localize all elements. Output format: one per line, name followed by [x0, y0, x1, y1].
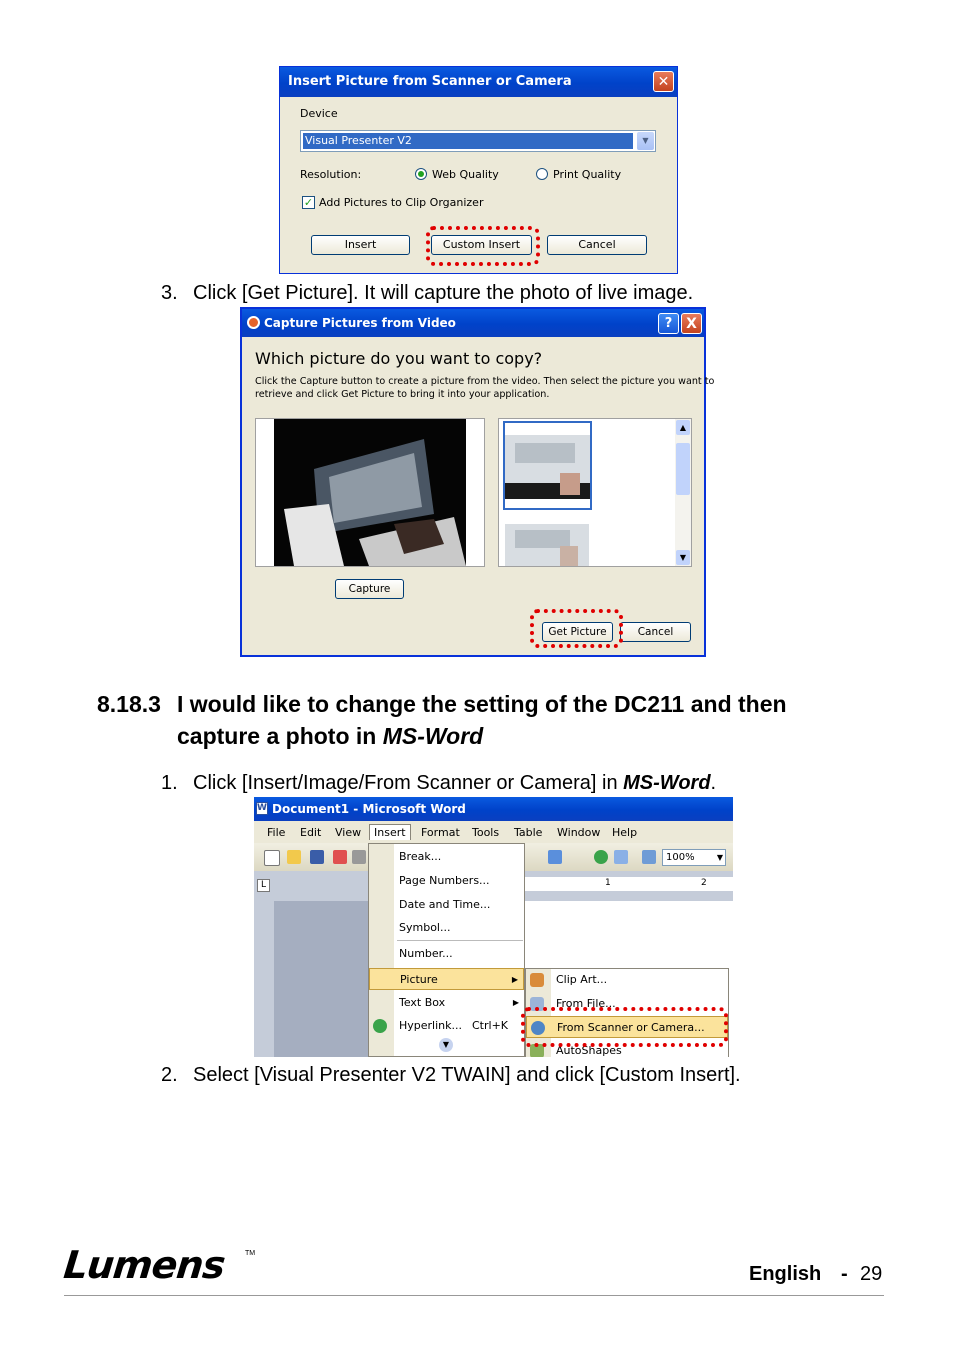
menu-item-number[interactable]: Number... [399, 947, 453, 960]
menu-window[interactable]: Window [557, 826, 601, 839]
permission-icon[interactable] [333, 850, 347, 864]
menu-edit[interactable]: Edit [300, 826, 322, 839]
highlight-from-scanner [521, 1007, 728, 1047]
web-quality-radio[interactable] [415, 168, 427, 180]
zoom-select[interactable] [662, 849, 726, 866]
menu-item-hyperlink[interactable]: Hyperlink... Ctrl+K [369, 1015, 524, 1037]
capture-pictures-dialog [240, 307, 715, 657]
menu-item-break[interactable]: Break... [399, 850, 442, 863]
hyperlink-shortcut: Ctrl+K [472, 1019, 509, 1032]
new-document-icon[interactable] [264, 850, 280, 866]
menu-item-symbol[interactable]: Symbol... [399, 921, 451, 934]
submenu-arrow-icon: ▶ [511, 975, 518, 984]
menu-file[interactable]: File [267, 826, 286, 839]
section-title-app: MS-Word [382, 723, 484, 749]
submenu-item-clip-art[interactable]: Clip Art... [526, 969, 728, 991]
section-title-line-1: I would like to change the setting of the DC211 and then [177, 691, 787, 717]
submenu-item-autoshapes[interactable]: AutoShapes [526, 1040, 728, 1057]
trademark: TM [245, 1250, 256, 1257]
device-label: Device [300, 107, 338, 120]
menu-table[interactable]: Table [514, 826, 543, 839]
thumbnail-selected[interactable] [503, 421, 592, 510]
clip-organizer-label: Add Pictures to Clip Organizer [319, 196, 484, 209]
instructions-line-2: retrieve and click Get Picture to bring it into your application. [255, 389, 550, 400]
submenu-item-from-scanner[interactable]: From Scanner or Camera... [526, 1016, 728, 1038]
device-value: Visual Presenter V2 [303, 133, 633, 149]
menu-item-page-numbers[interactable]: Page Numbers... [399, 874, 490, 887]
step-1-number: 1. [161, 772, 178, 794]
vertical-ruler [254, 901, 274, 1057]
scroll-up-icon[interactable]: ▲ [676, 420, 690, 435]
instructions-line-1: Click the Capture button to create a picture from the video. Then select the picture you want to [255, 376, 715, 387]
resolution-label: Resolution: [300, 168, 362, 181]
get-picture-button[interactable]: Get Picture [542, 622, 613, 642]
highlight-get-picture [530, 609, 623, 648]
expand-menu-icon[interactable]: ▼ [439, 1038, 453, 1052]
highlight-custom-insert [426, 226, 540, 266]
dialog-title: Insert Picture from Scanner or Camera [280, 67, 677, 97]
zoom-value: 100% [666, 852, 695, 863]
menu-insert[interactable]: Insert [369, 824, 411, 840]
section-number: 8.18.3 [97, 691, 161, 717]
clip-art-icon [530, 973, 544, 987]
step-2-number: 2. [161, 1064, 178, 1086]
footer-separator: - [841, 1263, 848, 1285]
menu-format[interactable]: Format [421, 826, 460, 839]
thumbnail-image [505, 423, 590, 508]
thumbnail-2[interactable] [505, 524, 589, 566]
step-2-text: Select [Visual Presenter V2 TWAIN] and click [Custom Insert]. [193, 1064, 741, 1086]
lumens-logo: Lumens [61, 1243, 227, 1287]
save-icon[interactable] [310, 850, 324, 864]
table-icon[interactable] [614, 850, 628, 864]
dialog-question: Which picture do you want to copy? [255, 349, 543, 368]
cancel-button[interactable]: Cancel [620, 622, 691, 642]
word-app-icon: W [257, 803, 267, 813]
submenu-item-from-file[interactable]: From File... [526, 993, 728, 1015]
thumbnail-list[interactable] [498, 418, 692, 567]
chevron-down-icon[interactable]: ▼ [716, 853, 723, 862]
insert-menu [368, 843, 525, 1057]
footer-language: English [749, 1263, 822, 1285]
print-quality-label: Print Quality [553, 168, 622, 181]
hyperlink-icon[interactable] [594, 850, 608, 864]
device-select[interactable] [300, 130, 656, 152]
close-icon[interactable]: ✕ [653, 71, 674, 92]
insert-button[interactable]: Insert [311, 235, 410, 255]
scrollbar[interactable] [675, 419, 691, 566]
page-number: 29 [860, 1263, 883, 1285]
document-margin [274, 901, 374, 1057]
horizontal-ruler: 1 2 [525, 877, 733, 891]
custom-insert-button[interactable]: Custom Insert [431, 235, 532, 255]
footer-divider [64, 1295, 884, 1296]
video-preview-frame [255, 418, 485, 567]
step-3-text: Click [Get Picture]. It will capture the photo of live image. [193, 282, 694, 304]
scroll-down-icon[interactable]: ▼ [676, 550, 690, 565]
capture-button[interactable]: Capture [335, 579, 404, 599]
menu-help[interactable]: Help [612, 826, 638, 839]
menu-tools[interactable]: Tools [472, 826, 500, 839]
dialog-title: Capture Pictures from Video [242, 309, 704, 337]
word-title: Document1 - Microsoft Word [254, 797, 733, 821]
hyperlink-icon [373, 1019, 387, 1033]
video-preview-image [274, 419, 466, 566]
step-1-text: Click [Insert/Image/From Scanner or Camera] in MS-Word. [193, 772, 717, 794]
zoom-icon[interactable] [642, 850, 656, 864]
menu-item-text-box[interactable]: Text Box ▶ [369, 992, 524, 1014]
open-folder-icon[interactable] [287, 850, 301, 864]
camera-icon [247, 316, 260, 329]
submenu-arrow-icon: ▶ [512, 998, 519, 1007]
cancel-button[interactable]: Cancel [547, 235, 647, 255]
close-icon[interactable]: X [681, 313, 702, 334]
web-quality-label: Web Quality [432, 168, 499, 181]
menu-item-picture[interactable]: Picture ▶ [369, 968, 524, 990]
menu-item-date-time[interactable]: Date and Time... [399, 898, 491, 911]
print-icon[interactable] [352, 850, 366, 864]
menu-view[interactable]: View [335, 826, 362, 839]
step-1-app: MS-Word [623, 772, 711, 794]
menu-bar [254, 821, 733, 843]
print-quality-radio[interactable] [536, 168, 548, 180]
scroll-thumb[interactable] [676, 443, 690, 495]
clip-organizer-checkbox[interactable]: ✓ [303, 196, 314, 209]
step-3-number: 3. [161, 282, 178, 304]
chevron-down-icon[interactable]: ▼ [637, 132, 654, 150]
help-icon[interactable]: ? [658, 313, 679, 334]
section-title-line-2: capture a photo in MS-Word [177, 723, 484, 749]
tab-selector-icon[interactable]: L [257, 879, 270, 892]
undo-icon[interactable] [548, 850, 562, 864]
